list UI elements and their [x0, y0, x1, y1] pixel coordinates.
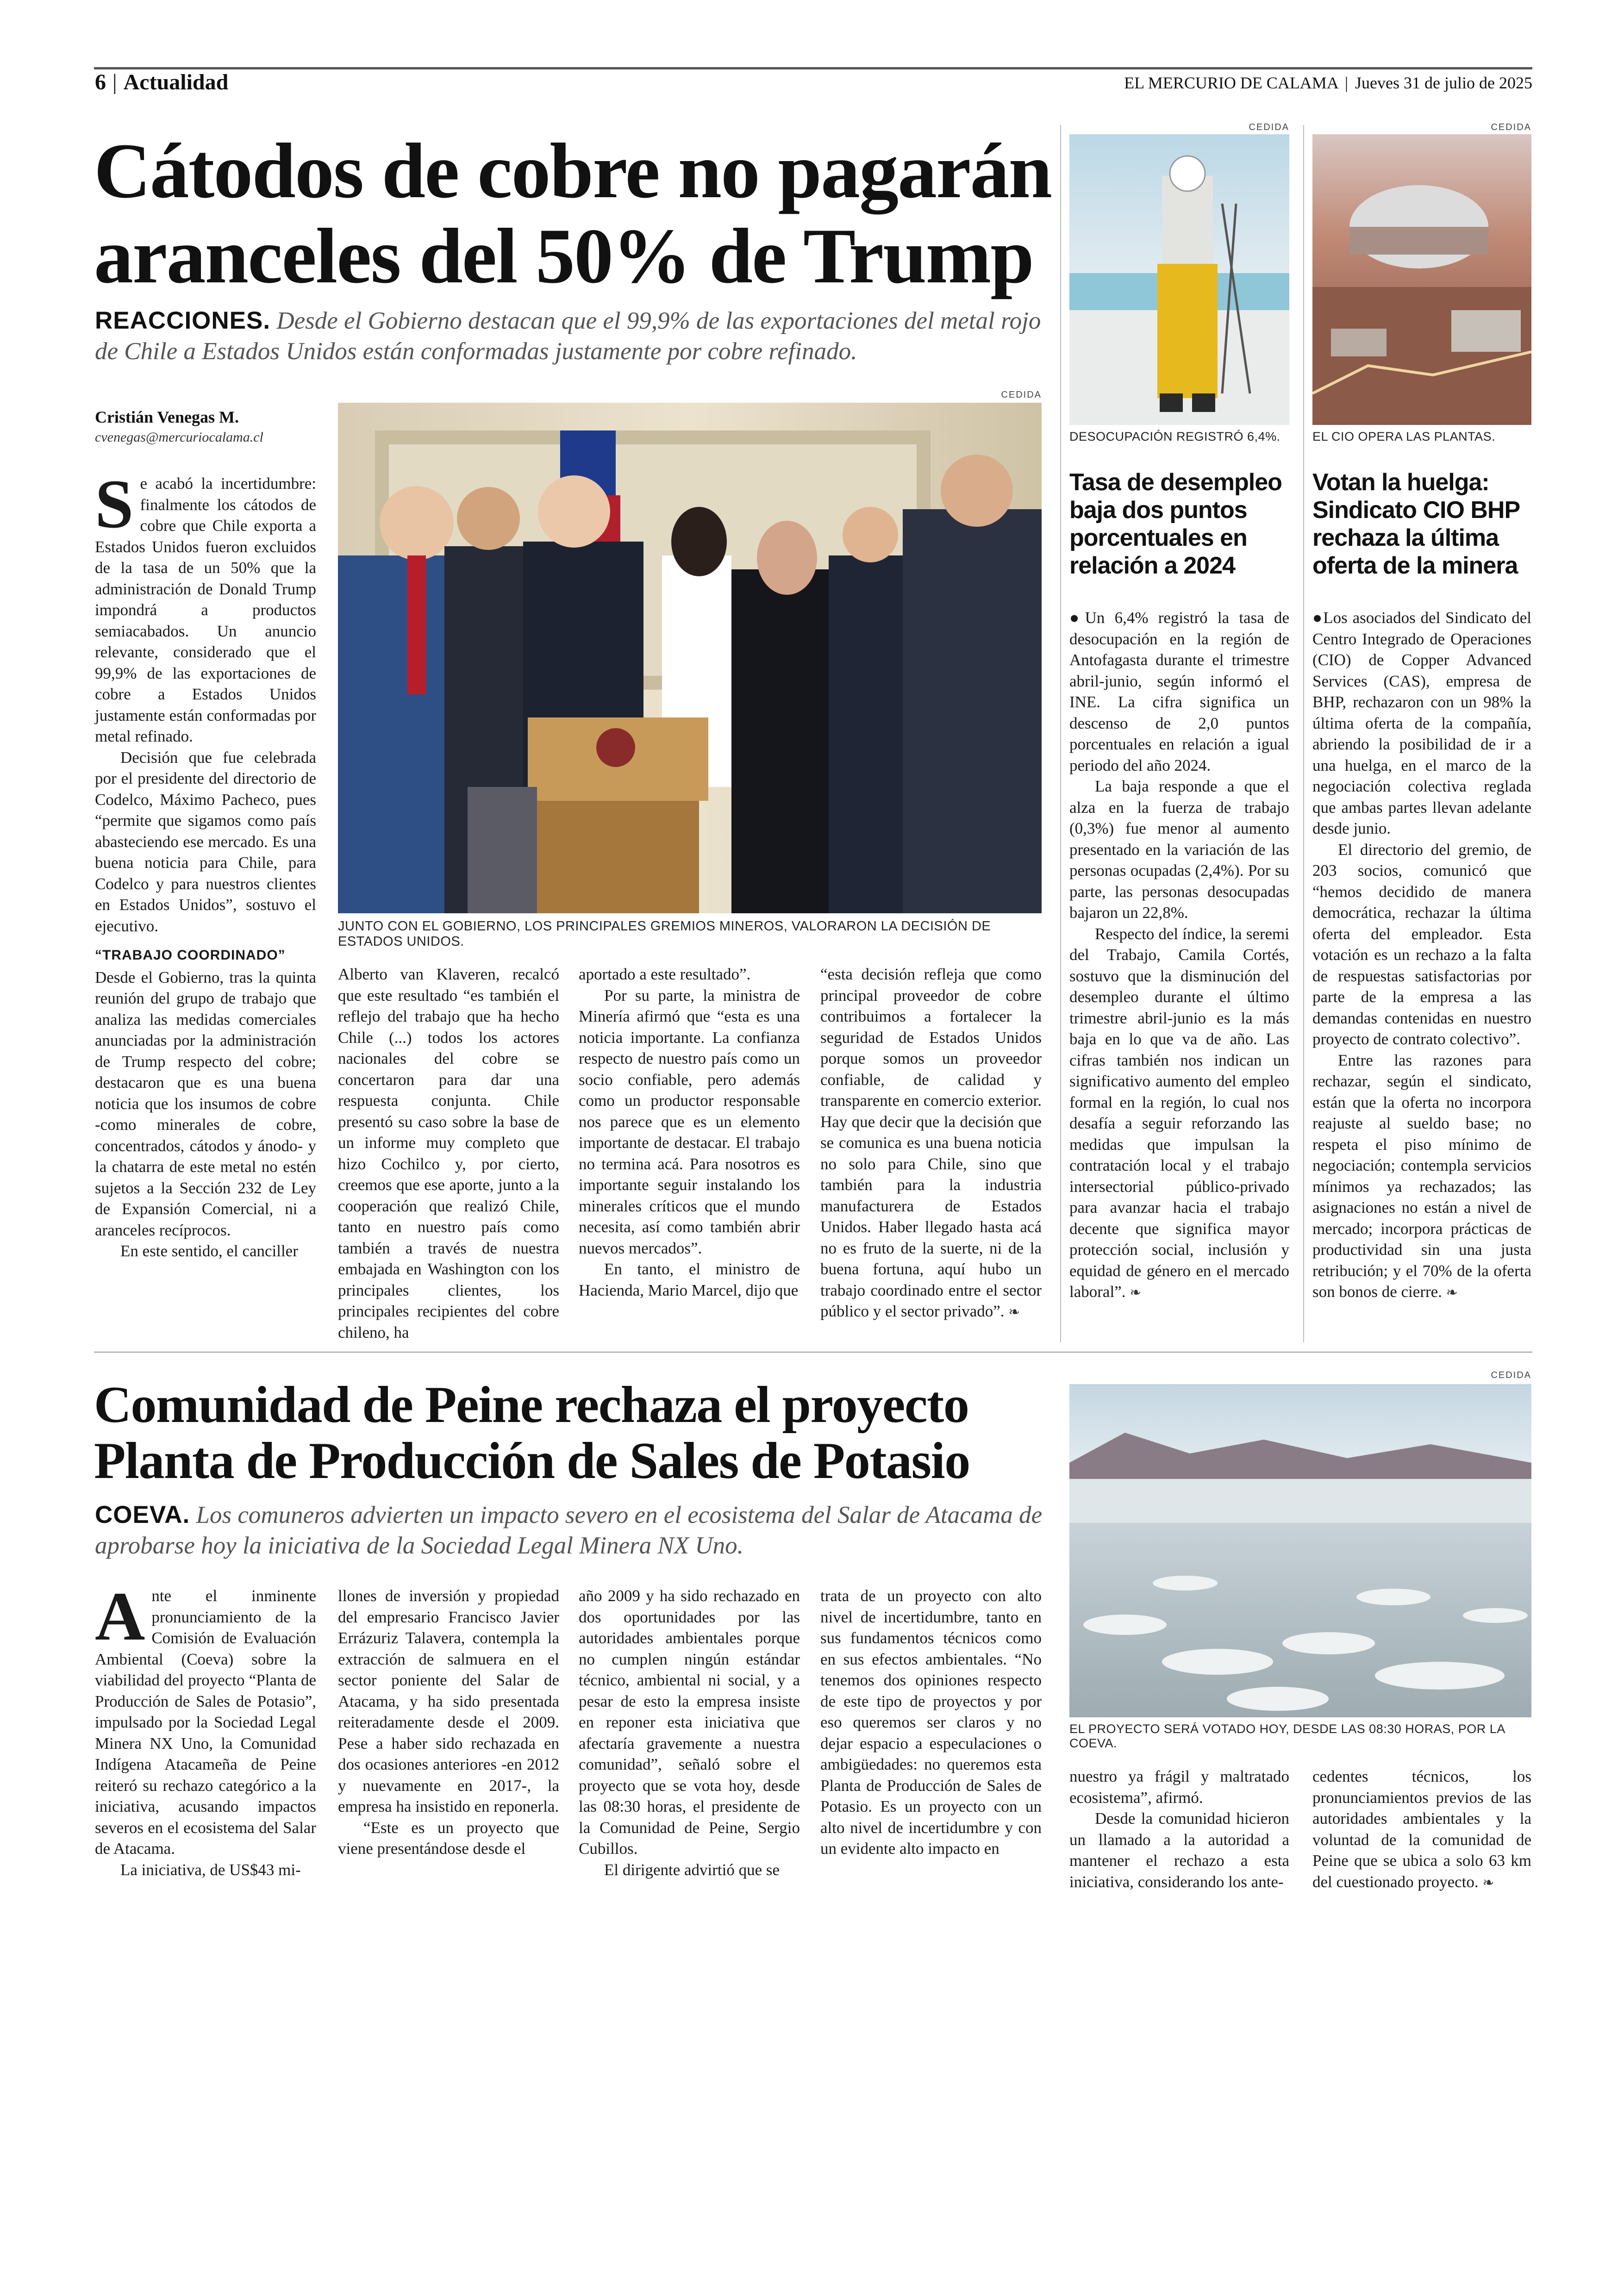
article2-column-4 [820, 1585, 1042, 1859]
end-of-article-icon: ❧ [1446, 1285, 1458, 1301]
column-divider [1060, 125, 1061, 1342]
issue-date: Jueves 31 de julio de 2025 [1355, 74, 1532, 92]
side1-paragraph: Respecto del índice, la seremi del Trabajo, Camila Cortés, sostuvo que la disminución del desempleo durante el último trimestre abril-junio es la más baja en lo que va de año. Las cifras también nos indican un significativo aumento del empleo formal en la región, lo cual nos desafía a seguir reforzando las medidas que impulsan la contratación local y el trabajo intersectorial público-privado para avanzar hacia el trabajo decente que significa mayor protección social, inclusión y equidad de género en el mercado laboral”. [1069, 924, 1289, 1301]
article1-column-2 [338, 964, 559, 1343]
side2-photo-caption: EL CIO OPERA LAS PLANTAS. [1312, 430, 1496, 443]
side1-body [1069, 607, 1289, 1303]
newspaper-name: EL MERCURIO DE CALAMA [1124, 74, 1338, 92]
article1-dropcap: S [95, 466, 134, 543]
side2-photo [1312, 134, 1531, 425]
end-of-article-icon: ❧ [1130, 1285, 1142, 1301]
article2-paragraph: nte el inminente pronunciamiento de la Comisión de Evaluación Ambiental (Coeva) sobre la viabilidad del proyecto “Planta de Producción de Sales de Potasio”, impulsado por la Sociedad Legal Minera NX Uno, la Comunidad Indígena Atacameña de Peine reiteró su rechazo categórico a la iniciativa, acusando impactos severos en el ecosistema del Salar de Atacama. [95, 1587, 316, 1858]
article2-paragraph: La iniciativa, de US$43 mi- [120, 1860, 301, 1879]
article1-deck [95, 306, 1044, 367]
article1-headline-line1: Cátodos de cobre no pagarán [94, 127, 1052, 214]
article2-deck [95, 1500, 1049, 1561]
masthead-line: EL MERCURIO DE CALAMA | Jueves 31 de julio de 2025 [1124, 74, 1532, 92]
article1-paragraph: e acabó la incertidumbre: finalmente los cátodos de cobre que Chile exporta a Estados Unidos fueron excluidos de la tasa de un 50% que la administración de Donald Trump impondrá a productos semiacabados. Un anuncio relevante, considerado que el 99,9% de las exportaciones de cobre a Estados Unidos justamente están conformadas por metal refinado. [95, 474, 316, 745]
article2-paragraph: nuestro ya frágil y maltratado ecosistema”, afirmó. [1069, 1767, 1289, 1807]
article2-paragraph: Desde la comunidad hicieron un llamado a la autoridad a mantener el rechazo a esta iniciativa, considerando los ante- [1069, 1809, 1289, 1891]
article2-paragraph: trata de un proyecto con alto nivel de incertidumbre, tanto en sus fundamentos técnicos como en sus efectos ambientales. “No tenemos dos opiniones respecto de este tipo de proyectos y por eso queremos ser claros y no dejar espacio a especulaciones o ambigüedades: no queremos esta Planta de Producción de Sales de Potasio. Es un proyecto con un alto nivel de incertidumbre y con un evidente alto impacto en [820, 1587, 1042, 1858]
article1-paragraph: En tanto, el ministro de Hacienda, Mario Marcel, dijo que [579, 1260, 800, 1299]
section-label: 6 | Actualidad [95, 70, 229, 94]
side2-photo-credit: CEDIDA [1491, 122, 1531, 132]
article2-headline-line2: Planta de Producción de Sales de Potasio [94, 1432, 970, 1490]
side1-photo [1069, 134, 1289, 425]
column-divider [1303, 125, 1304, 1342]
header-rule [94, 67, 1532, 69]
article2-column-2 [338, 1585, 559, 1859]
article2-column-5 [1069, 1766, 1289, 1892]
article1-photo [338, 403, 1042, 913]
side2-paragraph: Entre las razones para rechazar, según el sindicato, están que la oferta no incorpora reajuste al sueldo base; no respeta el piso mínimo de negociación; contempla servicios mínimos ya rechazados; las asignaciones no están a nivel de mercado; incorpora prácticas de productividad sin una justa retribución; y el 70% de la oferta son bonos de cierre. [1312, 1051, 1531, 1301]
section-divider [94, 1352, 1532, 1353]
side1-paragraph: Un 6,4% registró la tasa de desocupación en la región de Antofagasta durante el trimestre abril-junio, según informó el INE. La cifra significa un descenso de 2,0 puntos porcentuales en relación a igual periodo del año 2024. [1069, 609, 1289, 774]
article2-paragraph: cedentes técnicos, los pronunciamientos previos de las autoridades ambientales y la voluntad de la comunidad de Peine que se ubica a solo 63 km del cuestionado proyecto. [1312, 1767, 1531, 1891]
article1-kicker: REACCIONES. [95, 307, 271, 334]
article2-deck-text: Los comuneros advierten un impacto severo en el ecosistema del Salar de Atacama de aprobarse hoy la iniciativa de la Sociedad Legal Minera NX Uno. [95, 1502, 1043, 1559]
article2-dropcap: A [95, 1578, 145, 1655]
side2-body [1312, 607, 1531, 1303]
article2-paragraph: El dirigente advirtió que se [604, 1860, 780, 1879]
article1-paragraph: Por su parte, la ministra de Minería afirmó que “esta es una noticia importante. La confianza respecto de nuestro país como un socio confiable, pero además como un productor responsable nos parece que es un elemento importante de destacar. El trabajo no termina acá. Para nosotros es importante seguir instalando los minerales críticos que el mundo necesita, así como también abrir nuevos mercados”. [579, 986, 800, 1257]
article1-author-email[interactable]: cvenegas@mercuriocalama.cl [95, 430, 263, 445]
article1-headline-line2: aranceles del 50% de Trump [94, 212, 1033, 299]
side1-photo-credit: CEDIDA [1249, 122, 1289, 132]
article2-photo-credit: CEDIDA [1491, 1370, 1531, 1380]
page-number: 6 [95, 70, 106, 94]
article2-column-6 [1312, 1766, 1531, 1893]
article1-headline [94, 129, 1066, 299]
side1-paragraph: La baja responde a que el alza en la fuerza de trabajo (0,3%) fue menor al aumento presentado en la variación de las personas ocupadas (2,4%). Por su parte, las personas desocupadas bajaron un 22,8%. [1069, 777, 1289, 922]
article2-paragraph: “Este es un proyecto que viene presentándose desde el [338, 1818, 559, 1858]
article1-paragraph: “esta decisión refleja que como principal proveedor de cobre contribuimos a fortalecer la seguridad de Estados Unidos porque somos un proveedor confiable, de calidad y transparente en comercio exterior. Hay que decir que la decisión que se comunica es una buena noticia no solo para Chile, sino que también para la industria manufacturera de Estados Unidos. Haber llegado hasta acá no es fruto de la suerte, ni de la buena fortuna, aquí hubo un trabajo coordinado entre el sector público y el sector privado”. [820, 965, 1042, 1320]
article1-paragraph: Alberto van Klaveren, recalcó que este resultado “es también el reflejo del trabajo que ha hecho Chile (...) todos los actores nacionales del cobre se concertaron para dar una respuesta conjunta. Chile presentó su caso sobre la base de un informe muy completo que hizo Cochilco y, por cierto, creemos que ese aporte, junto a la cooperación que realizó Chile, tanto en nuestro país como también a través de nuestra embajada en Washington con los principales clientes, los principales recipientes del cobre chileno, ha [338, 965, 559, 1341]
side2-headline: Votan la huelga: Sindicato CIO BHP rechaza la última oferta de la minera [1312, 469, 1520, 579]
end-of-article-icon: ❧ [1482, 1874, 1494, 1891]
article2-column-3 [579, 1585, 800, 1880]
article2-column-1 [95, 1578, 316, 1880]
article1-subhead: “TRABAJO COORDINADO” [95, 948, 286, 963]
article2-headline-line1: Comunidad de Peine rechaza el proyecto [94, 1376, 969, 1434]
article1-column-1 [95, 466, 316, 1262]
article1-paragraph: En este sentido, el canciller [120, 1242, 298, 1260]
article1-photo-credit: CEDIDA [1001, 390, 1042, 400]
article2-paragraph: año 2009 y ha sido rechazado en dos oportunidades por las autoridades ambientales porque no cumplen ningún estándar técnico, ambiental ni social, y a pesar de esto la empresa insiste en reponer esta iniciativa que afectaría gravemente a nuestra comunidad”, señaló sobre el proyecto que se vota hoy, desde las 08:30 horas, el presidente de la Comunidad de Peine, Sergio Cubillos. [579, 1587, 800, 1858]
article2-photo-caption: EL PROYECTO SERÁ VOTADO HOY, DESDE LAS 08:30 HORAS, POR LA COEVA. [1069, 1722, 1505, 1750]
article2-photo [1069, 1384, 1531, 1717]
article2-headline [94, 1377, 1066, 1489]
article1-column-3 [579, 964, 800, 1301]
article1-paragraph: Decisión que fue celebrada por el presidente del directorio de Codelco, Máximo Pacheco, pues “permite que sigamos como país abasteciendo ese mercado. Es una buena noticia para Chile, para Codelco y para nuestros clientes en Estados Unidos”, sostuvo el ejecutivo. [95, 748, 316, 935]
bullet-icon: ● [1312, 609, 1324, 627]
article1-column-4 [820, 964, 1042, 1323]
side1-headline: Tasa de desempleo baja dos puntos porcentuales en relación a 2024 [1069, 469, 1282, 579]
article1-paragraph: Desde el Gobierno, tras la quinta reunión del grupo de trabajo que analiza las medidas comerciales anunciadas por la administración de Trump respecto del cobre; destacaron que es una buena noticia que los insumos de cobre -como minerales de cobre, concentrados, cátodos y ánodo- y la chatarra de este metal no estén sujetos a la Sección 232 de Ley de Expansión Comercial, ni a aranceles recíprocos. [95, 968, 316, 1239]
section-name: Actualidad [123, 70, 229, 94]
side1-photo-caption: DESOCUPACIÓN REGISTRÓ 6,4%. [1069, 430, 1280, 443]
article1-deck-text: Desde el Gobierno destacan que el 99,9% de las exportaciones del metal rojo de Chile a Estados Unidos están conformadas justamente por cobre refinado. [95, 307, 1041, 365]
side2-paragraph: El directorio del gremio, de 203 socios, comunicó que “hemos decidido de manera democrática, rechazar la última oferta del empleador. Esta votación es un rechazo a la falta de respuestas satisfactorias por parte de la empresa a las demandas contenidas en nuestro proyecto de contrato colectivo”. [1312, 840, 1531, 1048]
end-of-article-icon: ❧ [1008, 1304, 1020, 1320]
article1-paragraph: aportado a este resultado”. [579, 965, 751, 983]
article2-kicker: COEVA. [95, 1501, 190, 1528]
article1-photo-caption: JUNTO CON EL GOBIERNO, LOS PRINCIPALES GREMIOS MINEROS, VALORARON LA DECISIÓN DE ESTADOS UNIDOS. [338, 919, 991, 949]
article1-author: Cristián Venegas M. [95, 408, 239, 426]
side2-paragraph: Los asociados del Sindicato del Centro Integrado de Operaciones (CIO) de Copper Advanced Services (CAS), empresa de BHP, rechazaron con un 98% la última oferta de la compañía, abriendo la posibilidad de ir a una huelga, en el marco de la negociación colectiva reglada que ambas partes llevan adelante desde junio. [1312, 609, 1532, 837]
bullet-icon: ● [1069, 609, 1085, 627]
article2-paragraph: llones de inversión y propiedad del empresario Francisco Javier Errázuriz Talavera, contempla la extracción de salmuera en el sector poniente del Salar de Atacama, y ha sido presentada reiteradamente desde el 2009. Pese a haber sido rechazada en dos ocasiones anteriores -en 2012 y nuevamente en 2017-, la empresa ha insistido en reponerla. [338, 1587, 559, 1815]
